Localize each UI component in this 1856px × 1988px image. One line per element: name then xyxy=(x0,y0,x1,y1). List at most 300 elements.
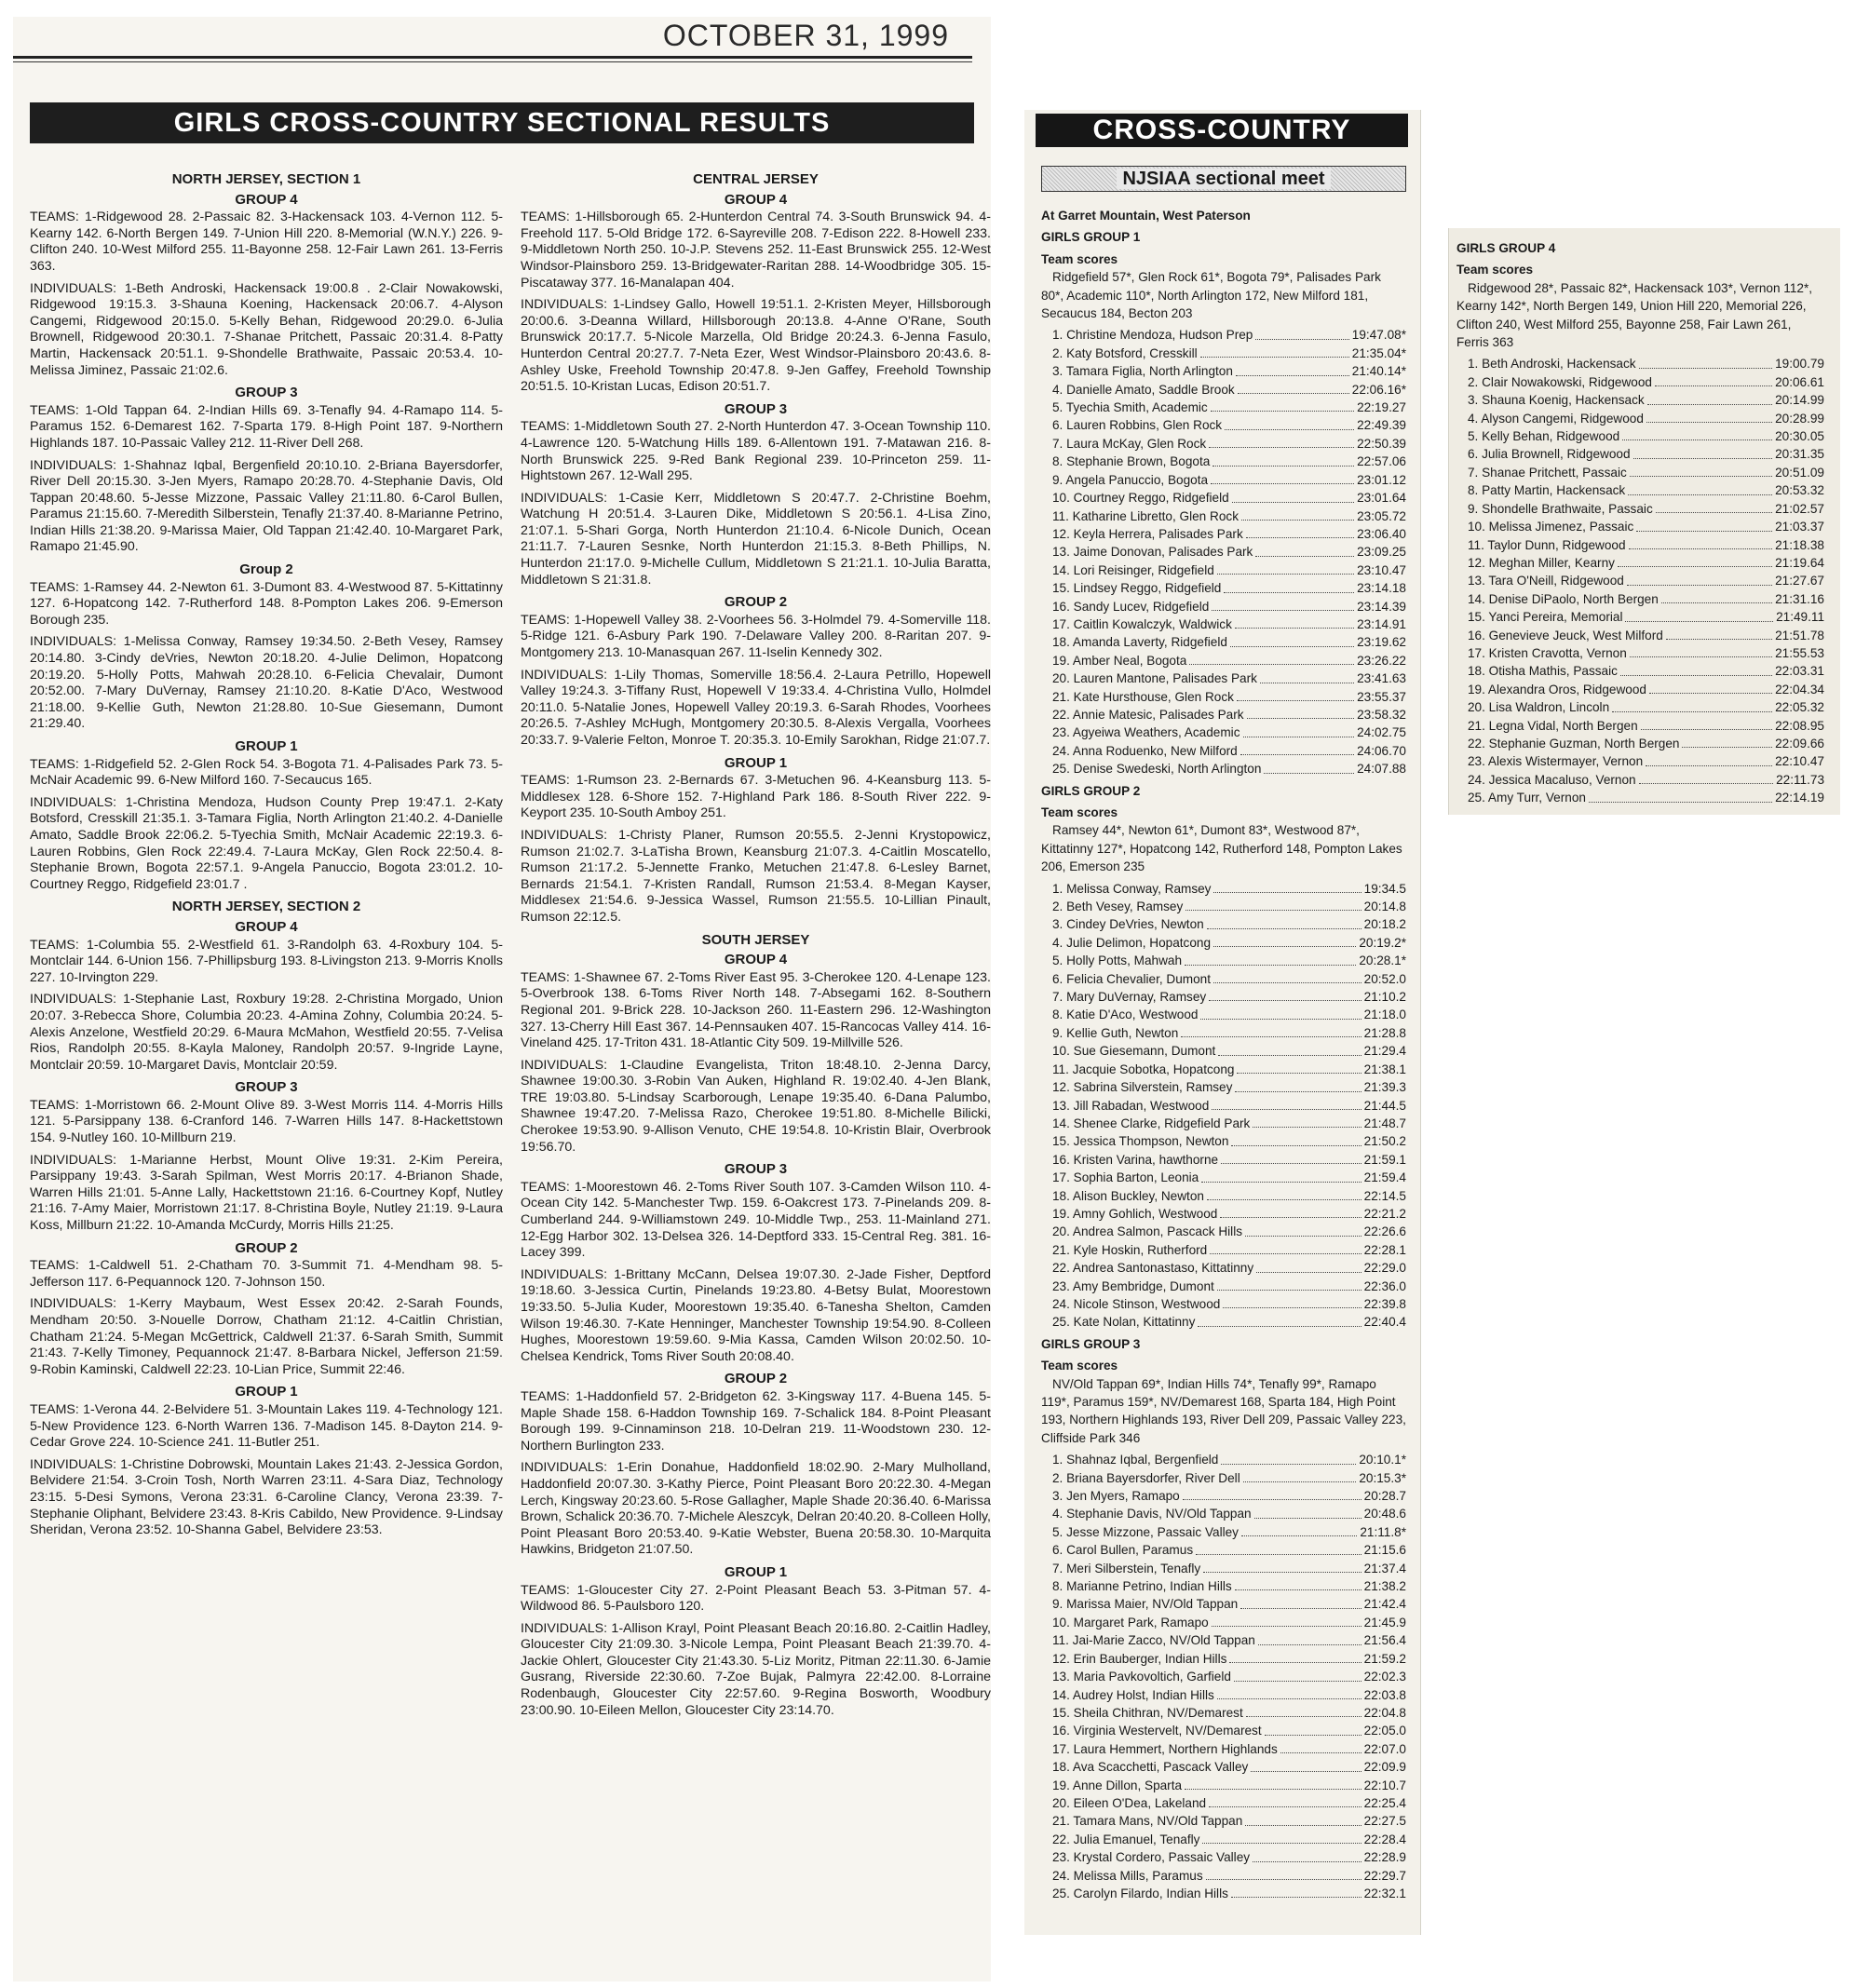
runner-name: 21. Tamara Mans, NV/Old Tappan xyxy=(1052,1814,1243,1829)
dot-leader xyxy=(1207,928,1362,929)
runner-name: 10. Margaret Park, Ramapo xyxy=(1052,1615,1209,1630)
dot-leader xyxy=(1255,339,1348,340)
dot-leader xyxy=(1231,1145,1361,1146)
dot-leader xyxy=(1628,494,1772,495)
runner-name: 13. Jaime Donovan, Palisades Park xyxy=(1052,545,1253,560)
group-title: GIRLS GROUP 3 xyxy=(1041,1336,1141,1351)
finish-time: 21:31.16 xyxy=(1775,591,1824,606)
result-row xyxy=(1052,1169,1406,1186)
dot-leader xyxy=(1185,1789,1362,1790)
result-row xyxy=(1468,590,1824,608)
dot-leader xyxy=(1185,965,1356,966)
result-row xyxy=(1052,1042,1406,1060)
njsiaa-subbanner xyxy=(1041,166,1406,192)
result-row xyxy=(1468,391,1824,409)
runner-name: 13. Maria Pavkovoltich, Garfield xyxy=(1052,1670,1231,1684)
runner-name: 21. Kate Hursthouse, Glen Rock xyxy=(1052,689,1234,704)
section-heading: NORTH JERSEY, SECTION 2 xyxy=(171,899,361,915)
finish-time: 22:10.7 xyxy=(1363,1778,1406,1792)
finish-time: 22:06.16* xyxy=(1351,382,1406,397)
runner-name: 14. Denise DiPaolo, North Bergen xyxy=(1468,591,1659,606)
result-row xyxy=(1052,1061,1406,1078)
finish-time: 21:02.57 xyxy=(1775,501,1824,516)
runner-name: 24. Nicole Stinson, Westwood xyxy=(1052,1296,1221,1311)
section-heading: GROUP 4 xyxy=(235,191,298,208)
runner-name: 25. Kate Nolan, Kittatinny xyxy=(1052,1315,1196,1330)
section-heading: GROUP 1 xyxy=(724,1563,788,1580)
finish-time: 21:39.3 xyxy=(1363,1080,1406,1095)
dot-leader xyxy=(1212,466,1354,467)
dot-leader xyxy=(1625,621,1773,622)
finish-time: 21:42.4 xyxy=(1363,1597,1406,1612)
results-paragraph: INDIVIDUALS: 1-Claudine Evangelista, Triton 18:48.10. 2-Jenna Darcy, Shawnee 19:00.30. 3-Robin Van Auken, Highland R. 19:02.40. 4-Jen Blank, TRE 19:03.80. 5-Lindsay Scarborough, Lenape 19:35.40. 6-Dana Palumbo, Shawnee 19:47.20. 7-Melissa Razo, Cherokee 19:51.80. 8-Michelle Bilicki, Cherokee 19:53.90. 9-Allison Venuto, CHE 19:54.8. 10-Kristin Blair, Overbrook 19:56.70. xyxy=(521,1057,991,1155)
finish-time: 22:09.9 xyxy=(1363,1760,1406,1775)
finish-time: 22:27.5 xyxy=(1363,1814,1406,1829)
dot-leader xyxy=(1246,537,1354,538)
runner-name: 4. Julie Delimon, Hopatcong xyxy=(1052,935,1212,950)
group-title: GIRLS GROUP 2 xyxy=(1041,783,1141,798)
runner-name: 10. Sue Giesemann, Dumont xyxy=(1052,1044,1216,1059)
result-row xyxy=(1052,1469,1406,1487)
dot-leader xyxy=(1255,556,1354,557)
result-row xyxy=(1052,1241,1406,1259)
dot-leader xyxy=(1251,1771,1361,1772)
finish-time: 20:31.35 xyxy=(1775,447,1824,462)
runner-name: 23. Amy Bembridge, Dumont xyxy=(1052,1278,1214,1293)
section-heading: GROUP 1 xyxy=(235,738,298,754)
runner-name: 16. Virginia Westervelt, NV/Demarest xyxy=(1052,1724,1262,1738)
finish-time: 22:36.0 xyxy=(1363,1278,1406,1293)
finish-time: 21:49.11 xyxy=(1776,610,1824,625)
runner-name: 7. Meri Silberstein, Tenafly xyxy=(1052,1561,1201,1576)
result-row xyxy=(1052,1722,1406,1739)
dot-leader xyxy=(1240,1608,1361,1609)
group-title: GIRLS GROUP 1 xyxy=(1041,230,1141,245)
results-paragraph: INDIVIDUALS: 1-Stephanie Last, Roxbury 19:28. 2-Christina Morgado, Union 20:07. 3-Rebecca Shore, Columbia 20:23. 4-Amina Zohny, Columbia 20:24. 5-Alexis Anzelone, Westfield 20:29. 6-Maura McMahon, Westfield 20:55. 7-Velisa Rios, Randolph 20:55. 8-Kayla Maloney, Randolph 20:57. 9-Ingride Layne, Montclair 20:59. 10-Margaret Davis, Montclair 20:59. xyxy=(30,992,503,1073)
finish-time: 22:39.8 xyxy=(1363,1296,1406,1311)
runner-name: 17. Laura Hemmert, Northern Highlands xyxy=(1052,1741,1278,1756)
runner-name: 8. Patty Martin, Hackensack xyxy=(1468,483,1626,498)
finish-time: 21:56.4 xyxy=(1363,1633,1406,1648)
finish-time: 21:59.1 xyxy=(1363,1152,1406,1167)
finish-time: 23:01.64 xyxy=(1357,491,1406,506)
runner-name: 22. Andrea Santonastaso, Kittatinny xyxy=(1052,1261,1254,1276)
dot-leader xyxy=(1236,375,1349,376)
cross-country-banner: CROSS-COUNTRY xyxy=(1036,114,1408,147)
finish-time: 22:40.4 xyxy=(1363,1315,1406,1330)
section-heading: GROUP 1 xyxy=(235,1384,298,1400)
group4-content xyxy=(1456,236,1824,807)
result-row xyxy=(1052,898,1406,915)
result-row xyxy=(1468,644,1824,662)
runner-name: 24. Anna Roduenko, New Milford xyxy=(1052,743,1238,758)
results-paragraph: TEAMS: 1-Morristown 66. 2-Mount Olive 89. 3-West Morris 114. 4-Morris Hills 121. 5-Parsippany 138. 6-Cranford 146. 7-Warren Hills 147. 8-Hackettstown 154. 9-Nutley 160. 10-Millburn 219. xyxy=(30,1097,503,1146)
result-row xyxy=(1052,1812,1406,1830)
finish-time: 22:19.27 xyxy=(1357,400,1406,415)
result-row xyxy=(1052,561,1406,579)
result-row xyxy=(1052,742,1406,760)
result-row xyxy=(1052,598,1406,615)
finish-time: 23:58.32 xyxy=(1357,707,1406,722)
result-row xyxy=(1052,399,1406,416)
finish-time: 20:28.7 xyxy=(1363,1489,1406,1504)
runner-name: 24. Jessica Macaluso, Vernon xyxy=(1468,772,1636,787)
result-row xyxy=(1052,1295,1406,1313)
result-row xyxy=(1468,355,1824,372)
result-row xyxy=(1468,752,1824,770)
finish-time: 23:01.12 xyxy=(1357,472,1406,487)
finish-time: 21:10.2 xyxy=(1363,990,1406,1005)
dot-leader xyxy=(1225,429,1354,430)
runner-name: 13. Jill Rabadan, Westwood xyxy=(1052,1098,1210,1113)
dot-leader xyxy=(1212,1109,1361,1110)
runner-name: 10. Melissa Jimenez, Passaic xyxy=(1468,520,1634,534)
results-paragraph: TEAMS: 1-Haddonfield 57. 2-Bridgeton 62. 3-Kingsway 117. 4-Buena 145. 5-Maple Shade 158. 6-Haddon Township 169. 7-Schalick 184. 8-Point Pleasant Borough 199. 9-Cinnaminson 218. 10-Delran 219. 11-Woodstown 230. 12-Northern Burlington 233. xyxy=(521,1388,991,1454)
runner-name: 19. Anne Dillon, Sparta xyxy=(1052,1778,1183,1792)
result-row xyxy=(1052,1867,1406,1885)
dot-leader xyxy=(1221,1464,1356,1465)
results-paragraph: INDIVIDUALS: 1-Allison Krayl, Point Pleasant Beach 20:16.80. 2-Caitlin Hadley, Gloucester City 21:09.30. 3-Nicole Lempa, Point Pleasant Beach 21:39.70. 4-Jackie Ohlert, Gloucester City 21:43.30. 5-Liz Moritz, Pitman 22:11.30. 6-Jamie Gusrang, Riverside 22:30.60. 7-Zoe Bujak, Palmyra 22:42.00. 8-Lorraine Rodenbaugh, Gloucester City 22:57.60. 9-Regina Bosworth, Woodbury 23:00.90. 10-Eileen Mellon, Gloucester City 23:14.70. xyxy=(521,1620,991,1718)
result-row xyxy=(1468,427,1824,445)
result-row xyxy=(1052,915,1406,933)
result-row xyxy=(1468,662,1824,680)
finish-time: 22:29.7 xyxy=(1363,1868,1406,1883)
result-row xyxy=(1052,706,1406,724)
dot-leader xyxy=(1221,1163,1362,1164)
dot-leader xyxy=(1639,368,1772,369)
dot-leader xyxy=(1235,628,1354,629)
runner-name: 9. Shondelle Brathwaite, Passaic xyxy=(1468,501,1653,516)
results-paragraph: TEAMS: 1-Rumson 23. 2-Bernards 67. 3-Metuchen 96. 4-Keansburg 113. 5-Middlesex 128. 6-Shore 152. 7-Highland Park 186. 8-South River 222. 9-Keyport 235. 10-South Amboy 251. xyxy=(521,773,991,821)
finish-time: 20:06.61 xyxy=(1775,374,1824,389)
runner-name: 6. Lauren Robbins, Glen Rock xyxy=(1052,418,1223,433)
result-row xyxy=(1052,952,1406,969)
dot-leader xyxy=(1231,1897,1362,1898)
finish-time: 20:14.8 xyxy=(1363,899,1406,914)
runner-name: 6. Felicia Chevalier, Dumont xyxy=(1052,971,1211,986)
result-row xyxy=(1468,518,1824,535)
finish-time: 20:28.99 xyxy=(1775,411,1824,426)
finish-time: 22:26.6 xyxy=(1363,1224,1406,1239)
finish-time: 20:30.05 xyxy=(1775,429,1824,444)
finish-time: 21:15.6 xyxy=(1363,1543,1406,1558)
dot-leader xyxy=(1661,602,1772,603)
dot-leader xyxy=(1240,754,1354,755)
finish-time: 21:59.4 xyxy=(1363,1170,1406,1185)
result-row xyxy=(1052,1187,1406,1205)
finish-time: 23:05.72 xyxy=(1357,508,1406,523)
finish-time: 22:08.95 xyxy=(1775,718,1824,733)
runner-name: 11. Jacquie Sobotka, Hopatcong xyxy=(1052,1062,1235,1076)
finish-time: 22:11.73 xyxy=(1776,772,1824,787)
dot-leader xyxy=(1220,1217,1361,1218)
finish-time: 22:32.1 xyxy=(1363,1886,1406,1900)
dot-leader xyxy=(1198,1326,1361,1327)
results-paragraph: TEAMS: 1-Hillsborough 65. 2-Hunterdon Central 74. 3-South Brunswick 94. 4-Freehold 117. 5-Old Bridge 172. 6-Sayreville 208. 7-Edison 222. 8-Howell 233. 9-Middletown North 250. 10-J.P. Stevens 252. 11-East Brunswick 255. 12-West Windsor-Plainsboro 259. 13-Bridgewater-Raritan 288. 14-Woodbridge 305. 15-Piscataway 377. 16-Manalapan 404. xyxy=(521,210,991,291)
result-row xyxy=(1468,481,1824,499)
result-row xyxy=(1468,445,1824,463)
dot-leader xyxy=(1183,1499,1362,1500)
result-row xyxy=(1052,1595,1406,1613)
runner-name: 14. Audrey Holst, Indian Hills xyxy=(1052,1687,1214,1702)
results-paragraph: TEAMS: 1-Gloucester City 27. 2-Point Pleasant Beach 53. 3-Pitman 57. 4-Wildwood 86. 5-Paulsboro 120. xyxy=(521,1582,991,1615)
runner-name: 3. Jen Myers, Ramapo xyxy=(1052,1489,1180,1504)
dot-leader xyxy=(1217,574,1354,575)
dot-leader xyxy=(1247,718,1355,719)
result-row xyxy=(1052,724,1406,741)
result-row xyxy=(1052,688,1406,706)
result-row xyxy=(1052,1577,1406,1595)
runner-name: 14. Lori Reisinger, Ridgefield xyxy=(1052,562,1214,577)
dot-leader xyxy=(1264,773,1354,774)
finish-time: 20:18.2 xyxy=(1363,917,1406,932)
results-column-left xyxy=(30,168,503,1545)
runner-name: 6. Julia Brownell, Ridgewood xyxy=(1468,447,1631,462)
finish-time: 19:34.5 xyxy=(1363,881,1406,896)
dot-leader xyxy=(1213,982,1362,983)
dot-leader xyxy=(1185,910,1361,911)
results-paragraph: INDIVIDUALS: 1-Lindsey Gallo, Howell 19:51.1. 2-Kristen Meyer, Hillsborough 20:00.6. 3-Deanna Willard, Hillsborough 20:13.8. 4-Anne O'Rane, South Brunswick 20:17.7. 5-Nicole Marzella, Old Bridge 20:24.3. 6-Jenna Fasulo, Hunterdon Central 20:27.7. 7-Neta Ezer, West Windsor-Plainsboro 20:43.6. 8-Ashley Uske, Freehold Township 20:47.8. 9-Jen Gaffey, Freehold Township 20:51.5. 10-Kristan Lucas, Edison 20:51.7. xyxy=(521,297,991,395)
dot-leader xyxy=(1646,765,1772,766)
runner-name: 2. Clair Nowakowski, Ridgewood xyxy=(1468,374,1652,389)
result-row xyxy=(1052,934,1406,952)
finish-time: 22:10.47 xyxy=(1775,754,1824,769)
njsiaa-clipping xyxy=(1024,110,1421,1935)
dot-leader xyxy=(1636,531,1772,532)
dot-leader xyxy=(1618,566,1772,567)
finish-time: 21:18.0 xyxy=(1363,1008,1406,1022)
runner-name: 25. Amy Turr, Vernon xyxy=(1468,791,1586,805)
result-row xyxy=(1468,572,1824,589)
results-paragraph: INDIVIDUALS: 1-Shahnaz Iqbal, Bergenfield 20:10.10. 2-Briana Bayersdorfer, River Dell 20:15.30. 3-Jen Myers, Ramapo 20:28.70. 4-Stephanie Davis, Old Tappan 20:48.60. 5-Jesse Mizzone, Passaic Valley 21:11.80. 6-Carol Bullen, Paramus 21:15.60. 7-Meredith Silberstein, Tenafly 21:37.40. 8-Marianne Petrino, Indian Hills 21:38.20. 9-Marissa Maier, Old Tappan 21:42.40. 10-Margaret Park, Ramapo 21:45.90. xyxy=(30,457,503,555)
finish-time: 23:09.25 xyxy=(1357,545,1406,560)
section-heading: CENTRAL JERSEY xyxy=(693,171,819,187)
finish-time: 22:07.0 xyxy=(1363,1741,1406,1756)
group4-title: GIRLS GROUP 4 xyxy=(1456,241,1556,255)
dot-leader xyxy=(1232,502,1354,503)
results-paragraph: INDIVIDUALS: 1-Brittany McCann, Delsea 19:07.30. 2-Jade Fisher, Deptford 19:18.60. 3-Jessica Curtin, Pinelands 19:23.80. 4-Betsy Bulat, Moorestown 19:33.50. 5-Julia Kuder, Moorestown 19:35.40. 6-Tanesha Shelton, Camden Wilson 19:46.30. 7-Kate Henninger, Manchester Township 19:54.90. 8-Colleen Hughes, Moorestown 19:59.60. 9-Mia Kassa, Camden Wilson 20:02.50. 10-Chelsea Kendrick, Toms River South 20:08.40. xyxy=(521,1266,991,1364)
runner-name: 17. Caitlin Kowalczyk, Waldwick xyxy=(1052,616,1232,631)
dot-leader xyxy=(1206,1879,1362,1880)
section-heading: GROUP 2 xyxy=(235,1239,298,1256)
result-row xyxy=(1052,1451,1406,1468)
finish-time: 22:09.66 xyxy=(1775,736,1824,751)
result-row xyxy=(1052,760,1406,778)
runner-name: 11. Katharine Libretto, Glen Rock xyxy=(1052,508,1239,523)
dot-leader xyxy=(1243,1481,1357,1482)
dot-leader xyxy=(1218,1055,1361,1056)
finish-time: 21:29.4 xyxy=(1363,1044,1406,1059)
dot-leader xyxy=(1200,1019,1361,1020)
team-scores-label: Team scores xyxy=(1041,805,1118,819)
group4-clipping xyxy=(1448,228,1840,815)
dot-leader xyxy=(1203,1572,1361,1573)
finish-time: 23:55.37 xyxy=(1357,689,1406,704)
dot-leader xyxy=(1627,585,1772,586)
result-row xyxy=(1468,717,1824,735)
dot-leader xyxy=(1209,1000,1361,1001)
result-row xyxy=(1052,416,1406,434)
results-paragraph: INDIVIDUALS: 1-Melissa Conway, Ramsey 19:34.50. 2-Beth Vesey, Ramsey 20:14.80. 3-Cindy deVries, Newton 20:18.20. 4-Julie Delimon, Hopatcong 20:19.20. 5-Holly Potts, Mahwah 20:28.10. 6-Felicia Chevalair, Dumont 20:52.00. 7-Mary DuVernay, Ramsey 21:10.20. 8-Katie D'Aco, Westwood 21:18.00. 9-Kellie Guth, Newton 21:28.80. 10-Sue Giesemann, Dumont 21:29.40. xyxy=(30,634,503,732)
section-heading: SOUTH JERSEY xyxy=(701,931,810,948)
runner-name: 9. Angela Panuccio, Bogota xyxy=(1052,472,1209,487)
dot-leader xyxy=(1211,483,1354,484)
finish-time: 23:19.62 xyxy=(1357,635,1406,650)
results-paragraph: TEAMS: 1-Caldwell 51. 2-Chatham 70. 3-Summit 71. 4-Mendham 98. 5-Jefferson 117. 6-Pequannock 120. 7-Johnson 150. xyxy=(30,1258,503,1290)
runner-name: 20. Lisa Waldron, Lincoln xyxy=(1468,700,1610,715)
result-row xyxy=(1052,633,1406,651)
team-scores: Ridgefield 57*, Glen Rock 61*, Bogota 79*, Palisades Park 80*, Academic 110*, North Arlington 172, New Milford 181, Secaucus 184, Becton 203 xyxy=(1041,270,1381,321)
runner-name: 19. Amber Neal, Bogota xyxy=(1052,653,1187,668)
finish-time: 22:50.39 xyxy=(1357,436,1406,451)
finish-time: 21:55.53 xyxy=(1775,645,1824,660)
result-row xyxy=(1052,1151,1406,1169)
runner-name: 4. Stephanie Davis, NV/Old Tappan xyxy=(1052,1507,1252,1521)
results-paragraph: TEAMS: 1-Old Tappan 64. 2-Indian Hills 69. 3-Tenafly 94. 4-Ramapo 114. 5-Paramus 152. 6-Demarest 162. 7-Sparta 179. 8-High Point 187. 9-Northern Highlands 187. 10-Passaic Valley 212. 11-River Dell 268. xyxy=(30,402,503,451)
finish-time: 21:03.37 xyxy=(1775,520,1824,534)
result-row xyxy=(1052,970,1406,988)
runner-name: 20. Andrea Salmon, Pascack Hills xyxy=(1052,1224,1243,1239)
runner-name: 12. Erin Bauberger, Indian Hills xyxy=(1052,1651,1227,1666)
runner-name: 25. Denise Swedeski, North Arlington xyxy=(1052,762,1262,777)
team-scores: NV/Old Tappan 69*, Indian Hills 74*, Tenafly 99*, Ramapo 119*, Paramus 159*, NV/Demarest 168, Sparta 184, High Point 193, Northern Highlands 193, River Dell 209, Passaic Valley 223, Cliffside Park 346 xyxy=(1041,1376,1406,1445)
result-row xyxy=(1052,1631,1406,1649)
result-row xyxy=(1468,698,1824,716)
runner-name: 5. Tyechia Smith, Academic xyxy=(1052,400,1208,415)
result-row xyxy=(1052,471,1406,489)
dot-leader xyxy=(1258,1644,1362,1645)
finish-time: 20:10.1* xyxy=(1359,1453,1406,1467)
runner-name: 2. Beth Vesey, Ramsey xyxy=(1052,899,1184,914)
results-banner: GIRLS CROSS-COUNTRY SECTIONAL RESULTS xyxy=(30,102,974,143)
result-row xyxy=(1052,1848,1406,1866)
dot-leader xyxy=(1217,1290,1362,1291)
runner-name: 8. Katie D'Aco, Westwood xyxy=(1052,1008,1199,1022)
finish-time: 20:52.0 xyxy=(1363,971,1406,986)
team-scores-label: Team scores xyxy=(1041,251,1118,266)
result-row xyxy=(1052,1313,1406,1331)
finish-time: 23:14.91 xyxy=(1357,616,1406,631)
results-paragraph: TEAMS: 1-Shawnee 67. 2-Toms River East 95. 3-Cherokee 120. 4-Lenape 123. 5-Overbrook 138. 6-Toms River North 148. 7-Absegami 162. 8-Southern Regional 201. 9-Brick 228. 10-Jackson 260. 11-Eastern 296. 12-Washington 327. 13-Cherry Hill East 367. 14-Pennsauken 407. 15-Rancocas Valley 414. 16-Vineland 425. 17-Triton 431. 18-Atlantic City 509. 19-Millville 526. xyxy=(521,969,991,1051)
results-paragraph: TEAMS: 1-Middletown South 27. 2-North Hunterdon 47. 3-Ocean Township 110. 4-Lawrence 120. 5-Watchung Hills 189. 6-Allentown 191. 7-Matawan 216. 8-North Brunswick 225. 9-Red Bank Regional 239. 10-Princeton 259. 11-Hightstown 267. 12-Wall 295. xyxy=(521,419,991,484)
runner-name: 1. Melissa Conway, Ramsey xyxy=(1052,881,1212,896)
dot-leader xyxy=(1181,1036,1361,1037)
dot-leader xyxy=(1254,1518,1362,1519)
results-paragraph: INDIVIDUALS: 1-Lily Thomas, Somerville 18:56.4. 2-Laura Petrillo, Hopewell Valley 19:24.3. 3-Tiffany Rust, Hopewell V 19:33.4. 4-Christina Vullo, Holmdel 20:11.0. 5-Natalie Jones, Hopewell Valley 20:19.3. 6-Sarah Rhodes, Voorhees 20:26.5. 7-Ashley McHugh, Montgomery 20:30.5. 8-Alexis Vergalla, Voorhees 20:33.7. 9-Valerie Felton, Monroe T. 20:35.3. 10-Emily Sarokhan, Ridge 21:07.7. xyxy=(521,667,991,748)
runner-name: 18. Ava Scacchetti, Pascack Valley xyxy=(1052,1760,1249,1775)
results-paragraph: INDIVIDUALS: 1-Christy Planer, Rumson 20:55.5. 2-Jenni Krystopowicz, Rumson 21:02.7. 3-LaTisha Brown, Keansburg 21:07.3. 4-Caitlin Moscatello, Rumson 21:17.2. 5-Jennette Franko, Metuchen 21:47.8. 6-Lesley Barnet, Bernards 21:54.1. 7-Kristen Randall, Rumson 21:53.4. 8-Megan Kayser, Middlesex 21:54.6. 9-Jessica Wassel, Rumson 21:55.5. 10-Lillian Pinault, Rumson 22:12.5. xyxy=(521,827,991,925)
dot-leader xyxy=(1241,520,1354,521)
dot-leader xyxy=(1620,675,1772,676)
runner-name: 10. Courtney Reggo, Ridgefield xyxy=(1052,491,1229,506)
finish-time: 20:19.2* xyxy=(1359,935,1406,950)
runner-name: 13. Tara O'Neill, Ridgewood xyxy=(1468,574,1624,588)
finish-time: 22:28.1 xyxy=(1363,1242,1406,1257)
runner-name: 18. Alison Buckley, Newton xyxy=(1052,1188,1204,1203)
dot-leader xyxy=(1253,1861,1362,1862)
result-row xyxy=(1468,789,1824,806)
section-heading: Group 2 xyxy=(239,561,293,578)
result-row xyxy=(1052,579,1406,597)
result-row xyxy=(1052,1541,1406,1559)
dot-leader xyxy=(1253,1127,1361,1128)
dot-leader xyxy=(1649,693,1772,694)
runner-name: 15. Lindsey Reggo, Ridgefield xyxy=(1052,581,1222,596)
finish-time: 22:14.5 xyxy=(1363,1188,1406,1203)
result-row xyxy=(1052,489,1406,507)
dot-leader xyxy=(1629,548,1773,549)
subbanner-text: NJSIAA sectional meet xyxy=(1117,169,1330,189)
dot-leader xyxy=(1256,1272,1362,1273)
dot-leader xyxy=(1612,711,1772,712)
dot-leader xyxy=(1238,393,1349,394)
section-heading: GROUP 1 xyxy=(724,754,788,771)
finish-time: 20:53.32 xyxy=(1775,483,1824,498)
dot-leader xyxy=(1682,747,1772,748)
meet-location: At Garret Mountain, West Paterson xyxy=(1041,209,1251,223)
finish-time: 21:18.38 xyxy=(1775,537,1824,552)
runner-name: 18. Otisha Mathis, Passaic xyxy=(1468,664,1618,679)
runner-name: 2. Katy Botsford, Cresskill xyxy=(1052,345,1198,360)
result-row xyxy=(1052,1885,1406,1902)
result-row xyxy=(1468,500,1824,518)
dot-leader xyxy=(1213,946,1356,947)
finish-time: 21:35.04* xyxy=(1351,345,1406,360)
result-row xyxy=(1052,1740,1406,1758)
results-column-right xyxy=(521,168,991,1724)
runner-name: 7. Laura McKay, Glen Rock xyxy=(1052,436,1207,451)
dot-leader xyxy=(1265,1735,1362,1736)
finish-time: 21:44.5 xyxy=(1363,1098,1406,1113)
finish-time: 22:05.0 xyxy=(1363,1724,1406,1738)
finish-time: 22:25.4 xyxy=(1363,1795,1406,1810)
result-row xyxy=(1052,453,1406,470)
runner-name: 24. Melissa Mills, Paramus xyxy=(1052,1868,1203,1883)
finish-time: 21:45.9 xyxy=(1363,1615,1406,1630)
finish-time: 22:05.32 xyxy=(1775,700,1824,715)
finish-time: 19:47.08* xyxy=(1351,328,1406,343)
runner-name: 22. Julia Emanuel, Tenafly xyxy=(1052,1832,1200,1846)
header-rule xyxy=(13,56,972,59)
runner-name: 7. Mary DuVernay, Ramsey xyxy=(1052,990,1207,1005)
runner-name: 20. Eileen O'Dea, Lakeland xyxy=(1052,1795,1207,1810)
dot-leader xyxy=(1633,458,1773,459)
result-row xyxy=(1052,669,1406,687)
result-row xyxy=(1052,1523,1406,1541)
finish-time: 21:40.14* xyxy=(1351,364,1406,379)
runner-name: 17. Sophia Barton, Leonia xyxy=(1052,1170,1199,1185)
result-row xyxy=(1468,735,1824,752)
runner-name: 7. Shanae Pritchett, Passaic xyxy=(1468,465,1627,480)
runner-name: 23. Krystal Cordero, Passaic Valley xyxy=(1052,1850,1251,1865)
runner-name: 22. Stephanie Guzman, North Bergen xyxy=(1468,736,1680,751)
runner-name: 3. Shauna Koenig, Hackensack xyxy=(1468,393,1645,408)
runner-name: 16. Sandy Lucev, Ridgefield xyxy=(1052,599,1210,614)
dot-leader xyxy=(1209,1806,1362,1807)
section-heading: GROUP 3 xyxy=(235,1079,298,1096)
finish-time: 22:02.3 xyxy=(1363,1670,1406,1684)
results-paragraph: INDIVIDUALS: 1-Beth Androski, Hackensack 19:00.8 . 2-Clair Nowakowski, Ridgewood 19:15.3. 3-Shauna Koening, Hackensack 20:06.7. 4-Alyson Cangemi, Ridgewood 20:15.0. 5-Kelly Behan, Ridgewood 20:29.0. 6-Julia Brownell, Ridgewood 20:30.1. 7-Shanae Pritchett, Passaic 20:31.4. 8-Patty Martin, Hackensack 20:51.1. 9-Shondelle Brathwaite, Passaic 20:53.4. 10-Melissa Jiminez, Passaic 21:02.6. xyxy=(30,280,503,378)
result-row xyxy=(1052,1686,1406,1704)
njsiaa-content xyxy=(1041,203,1406,1902)
dot-leader xyxy=(1646,422,1772,423)
result-row xyxy=(1052,1831,1406,1848)
runner-name: 19. Amny Gohlich, Westwood xyxy=(1052,1206,1218,1221)
result-row xyxy=(1468,554,1824,572)
result-row xyxy=(1052,615,1406,633)
finish-time: 22:14.19 xyxy=(1775,791,1824,805)
dot-leader xyxy=(1235,1091,1361,1092)
